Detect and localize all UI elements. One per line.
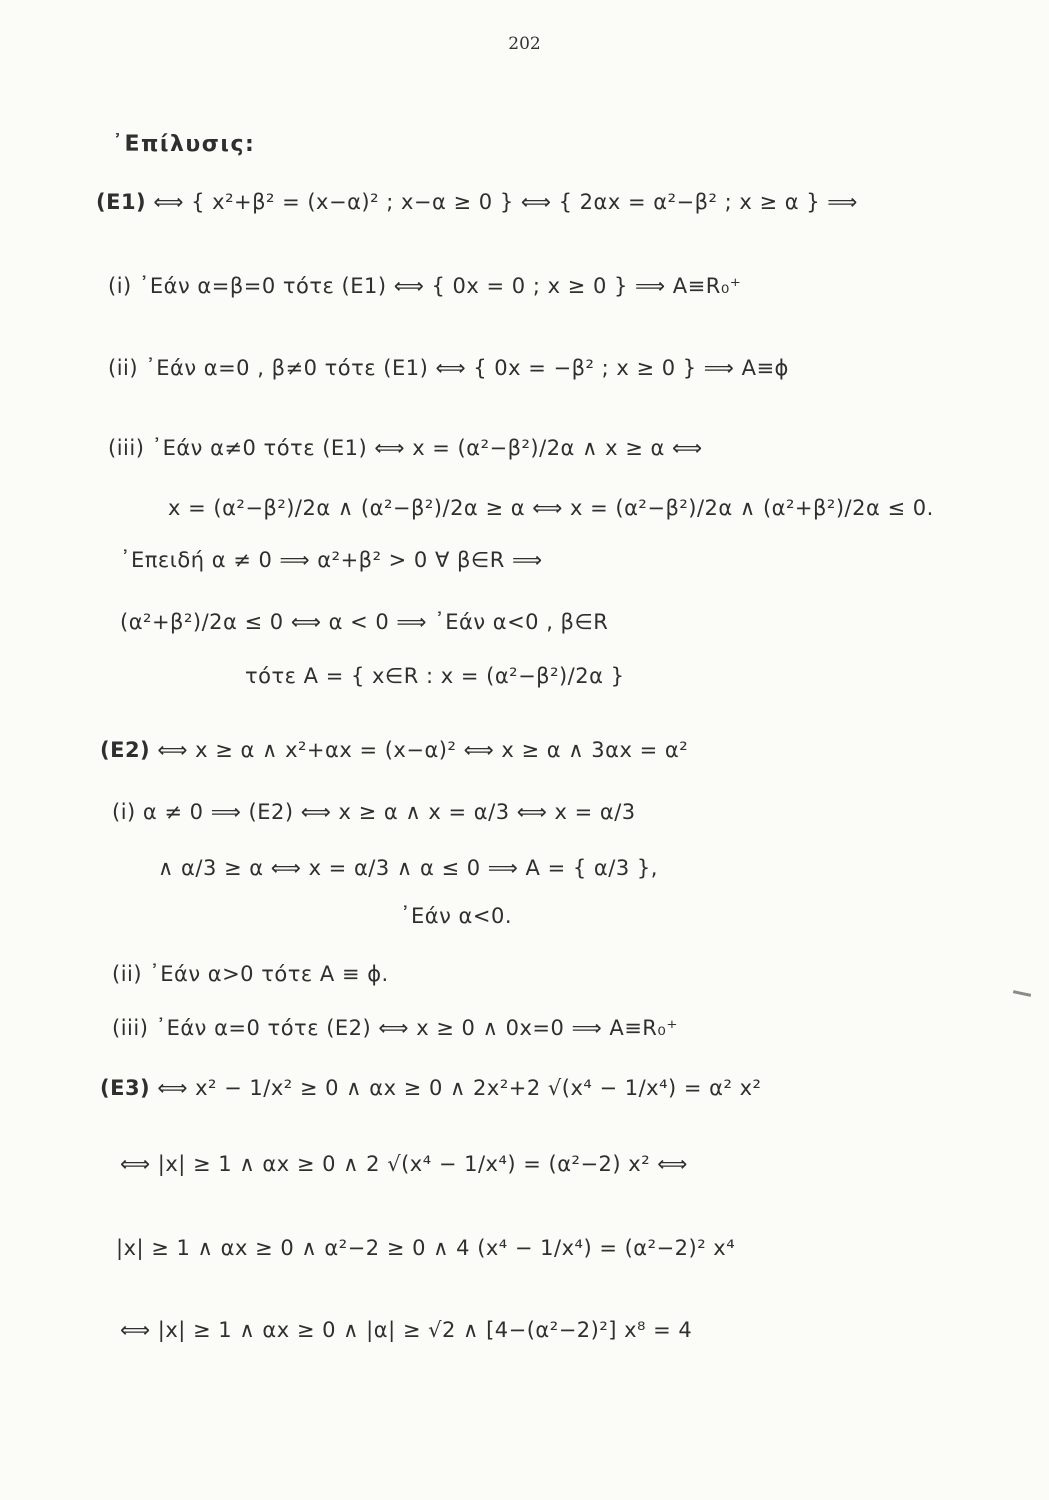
solution-heading: ᾿Επίλυσις: bbox=[112, 132, 256, 157]
e1-case-iii-continued: x = (α²−β²)/2α ∧ (α²−β²)/2α ≥ α ⟺ x = (α²−β²)/2α ∧ (α²+β²)/2α ≤ 0. bbox=[168, 496, 934, 520]
equation-label-e1: (E1) bbox=[96, 190, 147, 214]
e3-step3-line: ⟺ |x| ≥ 1 ∧ αx ≥ 0 ∧ |α| ≥ √2 ∧ [4−(α²−2)²] x⁸ = 4 bbox=[120, 1318, 693, 1342]
e2-case-ii-line: (ii) ᾿Εάν α>0 τότε A ≡ ϕ. bbox=[112, 962, 389, 986]
e1-condition-line: (α²+β²)/2α ≤ 0 ⟺ α < 0 ⟹ ᾿Εάν α<0 , β∈R bbox=[120, 610, 609, 634]
e2-case-i-line: (i) α ≠ 0 ⟹ (E2) ⟺ x ≥ α ∧ x = α/3 ⟺ x = α/3 bbox=[112, 800, 636, 824]
page-number: 202 bbox=[508, 34, 541, 54]
e3-step2-line: |x| ≥ 1 ∧ αx ≥ 0 ∧ α²−2 ≥ 0 ∧ 4 (x⁴ − 1/x⁴) = (α²−2)² x⁴ bbox=[116, 1236, 736, 1260]
e1-case-iii-line: (iii) ᾿Εάν α≠0 τότε (E1) ⟺ x = (α²−β²)/2α ∧ x ≥ α ⟺ bbox=[108, 436, 703, 460]
e3-main-line bbox=[100, 1076, 761, 1100]
e2-main-line bbox=[100, 738, 688, 762]
e1-result-line: τότε A = { x∈R : x = (α²−β²)/2α } bbox=[245, 664, 625, 688]
e2-case-i-continued: ∧ α/3 ≥ α ⟺ x = α/3 ∧ α ≤ 0 ⟹ A = { α/3 }, bbox=[158, 856, 658, 880]
e1-system-text: ⟺ { x²+β² = (x−α)² ; x−α ≥ 0 } ⟺ { 2αx = α²−β² ; x ≥ α } ⟹ bbox=[153, 190, 858, 214]
e2-case-i-condition: ᾿Εάν α<0. bbox=[400, 904, 512, 928]
e1-case-ii-line: (ii) ᾿Εάν α=0 , β≠0 τότε (E1) ⟺ { 0x = −β² ; x ≥ 0 } ⟹ A≡ϕ bbox=[108, 356, 789, 380]
e3-main-text: ⟺ x² − 1/x² ≥ 0 ∧ αx ≥ 0 ∧ 2x²+2 √(x⁴ − 1/x⁴) = α² x² bbox=[157, 1076, 762, 1100]
e1-system-line bbox=[96, 190, 858, 214]
equation-label-e2: (E2) bbox=[100, 738, 151, 762]
equation-label-e3: (E3) bbox=[100, 1076, 151, 1100]
e3-step1-line: ⟺ |x| ≥ 1 ∧ αx ≥ 0 ∧ 2 √(x⁴ − 1/x⁴) = (α²−2) x² ⟺ bbox=[120, 1152, 688, 1176]
e1-since-line: ᾿Επειδή α ≠ 0 ⟹ α²+β² > 0 ∀ β∈R ⟹ bbox=[120, 548, 543, 572]
e2-case-iii-line: (iii) ᾿Εάν α=0 τότε (E2) ⟺ x ≥ 0 ∧ 0x=0 ⟹ A≡R₀⁺ bbox=[112, 1016, 678, 1040]
margin-pencil-mark bbox=[1013, 990, 1031, 997]
e2-main-text: ⟺ x ≥ α ∧ x²+αx = (x−α)² ⟺ x ≥ α ∧ 3αx = α² bbox=[157, 738, 689, 762]
e1-case-i-line: (i) ᾿Εάν α=β=0 τότε (E1) ⟺ { 0x = 0 ; x ≥ 0 } ⟹ A≡R₀⁺ bbox=[108, 274, 742, 298]
